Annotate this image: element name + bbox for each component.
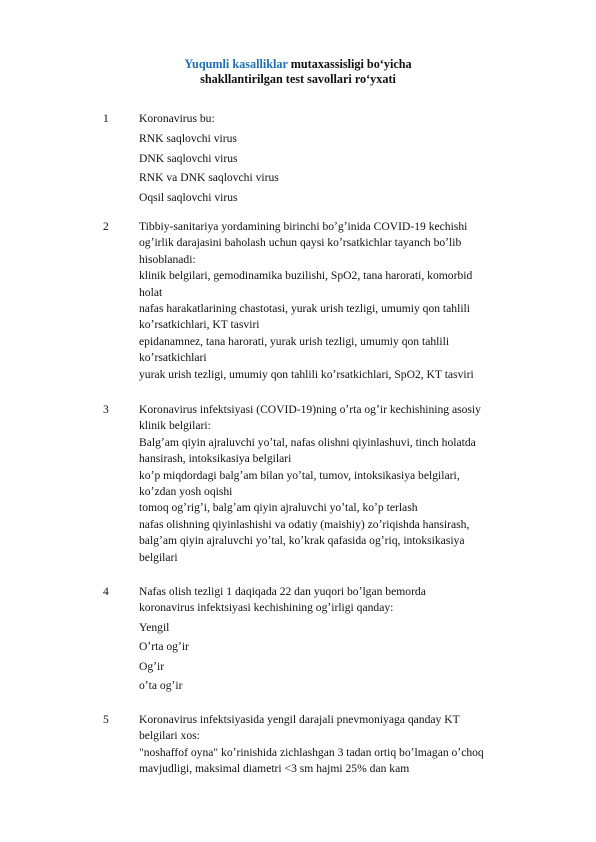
title-rest: mutaxassisligi bo‘yicha	[287, 57, 412, 71]
answer-option: "noshaffof oyna" koʼrinishida zichlashgan 3 tadan ortiq boʼlmagan oʼchoq	[139, 745, 484, 759]
answer-option: oʼta ogʼir	[139, 679, 183, 693]
question-number: 1	[103, 112, 109, 125]
question-number: 2	[103, 220, 109, 233]
question-text: Koronavirus infektsiyasida yengil darajali pnevmoniyaga qanday KT	[139, 713, 460, 726]
answer-option: yurak urish tezligi, umumiy qon tahlili koʼrsatkichlari, SpO2, KT tasviri	[139, 367, 474, 381]
title-line-2: shakllantirilgan test savollari ro‘yxati	[200, 72, 396, 86]
question-text: klinik belgilari:	[139, 419, 211, 433]
answer-option: Oʼrta ogʼir	[139, 640, 189, 654]
question-body	[139, 402, 579, 566]
question-body	[139, 584, 579, 694]
answer-option: holat	[139, 285, 163, 299]
question-text: Koronavirus infektsiyasi (COVID-19)ning oʼrta ogʼir kechishining asosiy	[139, 403, 481, 416]
answer-option: tomoq ogʼrigʼi, balgʼam qiyin ajraluvchi yoʼtal, koʼp terlash	[139, 501, 418, 515]
answer-option: koʼzdan yosh oqishi	[139, 485, 233, 499]
question-text: Nafas olish tezligi 1 daqiqada 22 dan yuqori boʼlgan bemorda	[139, 585, 426, 598]
question-text: koronavirus infektsiyasi kechishining ogʼirligi qanday:	[139, 601, 394, 615]
answer-option: belgilari	[139, 550, 178, 564]
answer-option: hansirash, intoksikasiya belgilari	[139, 452, 292, 466]
answer-option: DNK saqlovchi virus	[139, 151, 238, 165]
answer-option: balgʼam qiyin ajraluvchi yoʼtal, koʼkrak qafasida ogʼriq, intoksikasiya	[139, 534, 465, 548]
title-highlight: Yuqumli kasalliklar	[184, 57, 288, 71]
question-number: 5	[103, 713, 109, 726]
question-text: Tibbiy-sanitariya yordamining birinchi boʼgʼinida COVID-19 kechishi	[139, 220, 468, 233]
answer-option: Ogʼir	[139, 659, 165, 673]
answer-option: RNK va DNK saqlovchi virus	[139, 171, 279, 185]
question-text: belgilari xos:	[139, 729, 200, 743]
answer-option: nafas harakatlarining chastotasi, yurak urish tezligi, umumiy qon tahlili	[139, 302, 470, 316]
document-title	[0, 57, 596, 87]
question-text: ogʼirlik darajasini baholash uchun qaysi koʼrsatkichlar tayanch boʼlib	[139, 236, 462, 250]
title-line-1	[0, 57, 596, 72]
question-body	[139, 712, 579, 778]
answer-option: koʼrsatkichlari	[139, 351, 207, 365]
answer-option: epidanamnez, tana harorati, yurak urish tezligi, umumiy qon tahlili	[139, 334, 450, 348]
question-body	[139, 111, 579, 206]
question-body	[139, 219, 579, 383]
answer-option: Yengil	[139, 620, 170, 634]
question-text: Koronavirus bu:	[139, 112, 215, 125]
answer-option: koʼp miqdordagi balgʼam bilan yoʼtal, tumov, intoksikasiya belgilari,	[139, 468, 460, 482]
answer-option: RNK saqlovchi virus	[139, 132, 237, 146]
question-text: hisoblanadi:	[139, 252, 196, 266]
answer-option: nafas olishning qiyinlashishi va odatiy (maishiy) zoʼriqishda hansirash,	[139, 517, 470, 531]
answer-option: Oqsil saqlovchi virus	[139, 190, 238, 204]
question-number: 3	[103, 403, 109, 416]
answer-option: Balgʼam qiyin ajraluvchi yoʼtal, nafas olishni qiyinlashuvi, tinch holatda	[139, 435, 476, 449]
answer-option: koʼrsatkichlari, KT tasviri	[139, 318, 260, 332]
question-number: 4	[103, 585, 109, 598]
answer-option: mavjudligi, maksimal diametri <3 sm hajmi 25% dan kam	[139, 762, 410, 776]
answer-option: klinik belgilari, gemodinamika buzilishi, SpO2, tana harorati, komorbid	[139, 269, 473, 283]
